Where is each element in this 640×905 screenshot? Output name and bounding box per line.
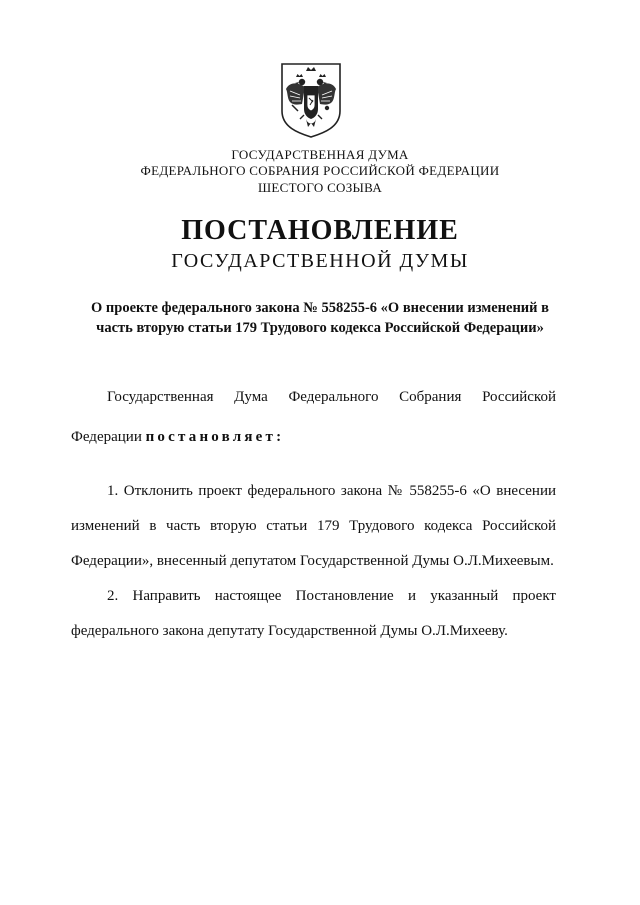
document-title: ПОСТАНОВЛЕНИЕ <box>181 215 459 246</box>
subject-line-1: О проекте федерального закона № 558255-6 «О внесении изменений в <box>91 300 549 316</box>
document-subtitle: ГОСУДАРСТВЕННОЙ ДУМЫ <box>171 250 469 272</box>
issuer-line-3: ШЕСТОГО СОЗЫВА <box>257 180 383 195</box>
coat-of-arms-icon <box>278 61 344 139</box>
item1-line-3: Федерации», внесенный депутатом Государственной Думы О.Л.Михеевым. <box>71 553 554 569</box>
item1-line-1: 1. Отклонить проект федерального закона № 558255-6 «О внесении <box>107 483 556 499</box>
item1-line-2: изменений в часть вторую статьи 179 Трудового кодекса Российской <box>71 518 556 534</box>
item2-line-2: федерального закона депутату Государственной Думы О.Л.Михееву. <box>71 623 508 639</box>
issuer-line-1: ГОСУДАРСТВЕННАЯ ДУМА <box>231 147 409 162</box>
item2-line-1: 2. Направить настоящее Постановление и указанный проект <box>107 588 556 604</box>
preamble-line-2 <box>71 427 556 447</box>
preamble-verb: постановляет: <box>145 429 285 445</box>
preamble-line-1: Государственная Дума Федерального Собрания Российской <box>107 389 556 405</box>
subject-line-2: часть вторую статьи 179 Трудового кодекса Российской Федерации» <box>96 320 544 336</box>
preamble-subject: Федерации <box>71 429 142 445</box>
issuer-line-2: ФЕДЕРАЛЬНОГО СОБРАНИЯ РОССИЙСКОЙ ФЕДЕРАЦИИ <box>140 163 500 178</box>
